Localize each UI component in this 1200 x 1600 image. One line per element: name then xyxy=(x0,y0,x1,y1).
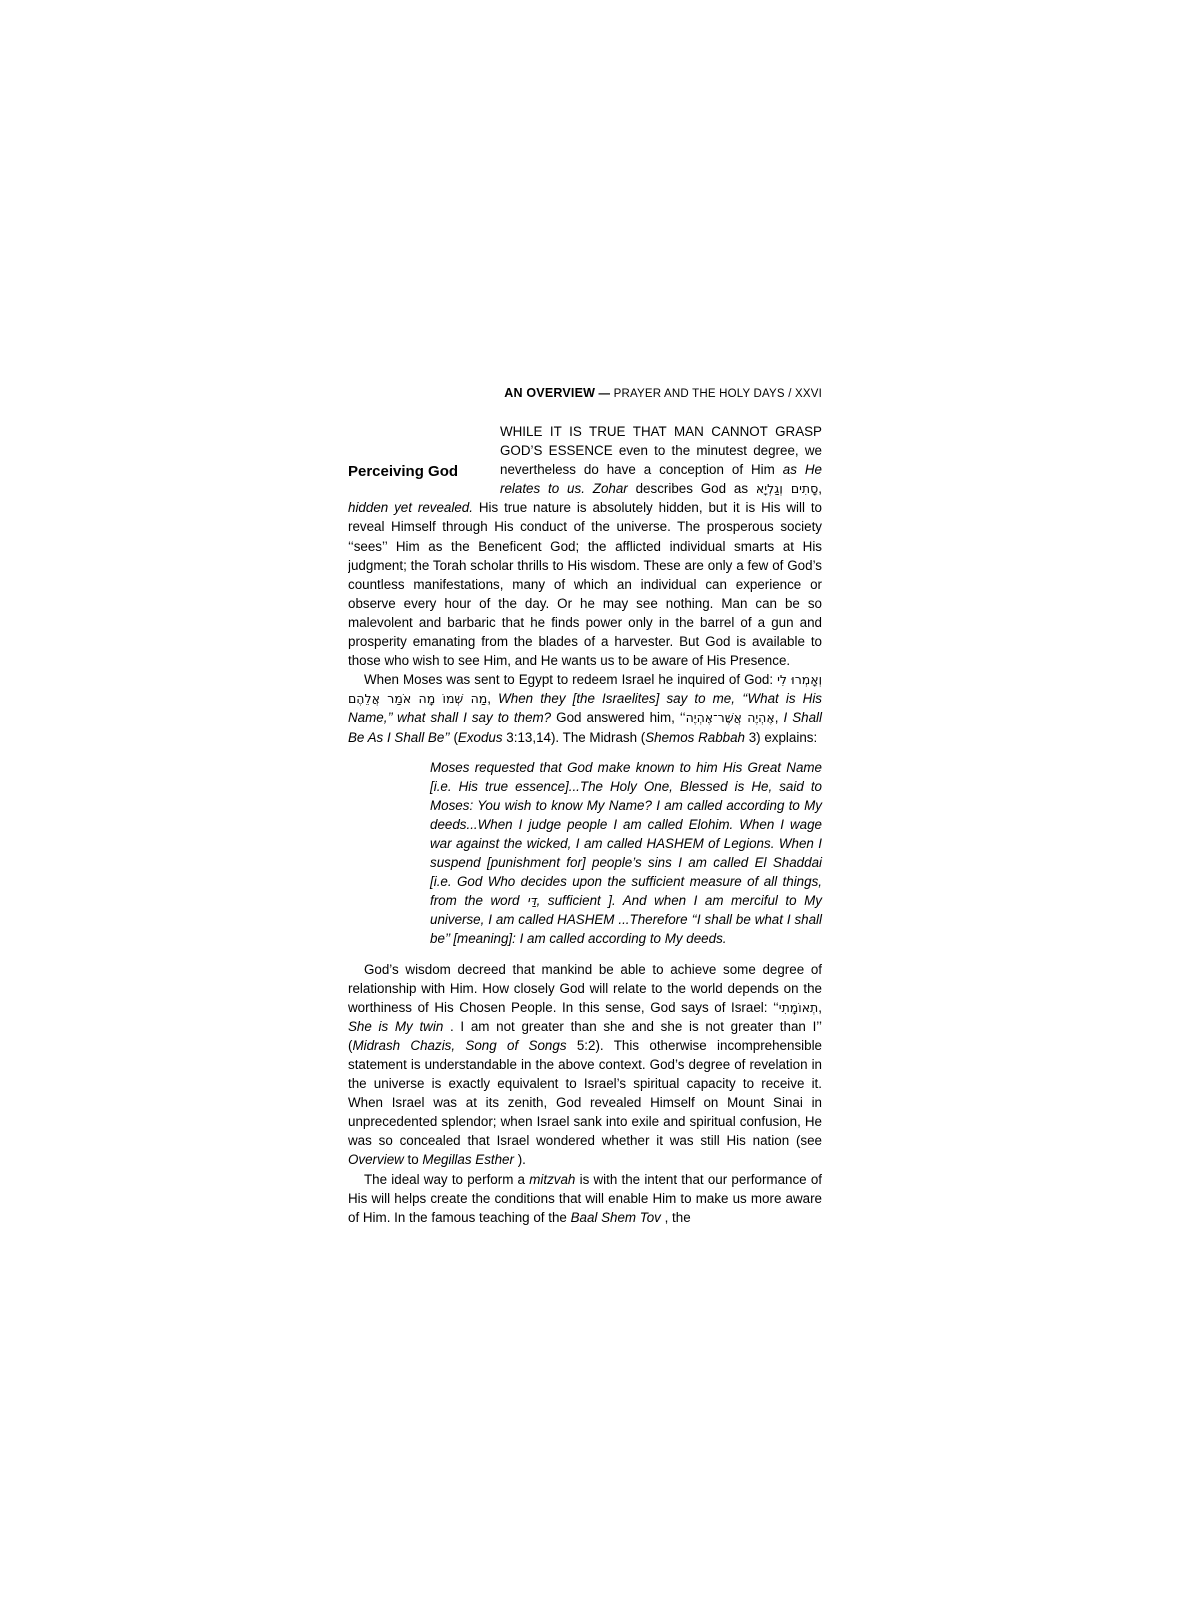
p2-d: God answered him, ‘‘ xyxy=(551,710,686,726)
p1-f: hidden yet revealed. xyxy=(348,500,473,516)
p2-g: ( xyxy=(449,729,458,745)
p4-b: mitzvah xyxy=(529,1171,576,1187)
p3-g: Overview xyxy=(348,1152,404,1168)
paragraph-gods-wisdom xyxy=(348,960,822,1170)
quote-c: , sufficient ]. And when I am merciful to My universe, I am called xyxy=(430,893,822,928)
running-head-dash: — xyxy=(595,388,614,400)
p4-e: , the xyxy=(660,1209,691,1225)
p1-c xyxy=(585,481,593,496)
p2-j: Shemos Rabbah xyxy=(645,729,745,745)
p1-e: , xyxy=(818,481,822,497)
lead-smallcaps-1: WHILE IT IS TRUE THAT MAN CANNOT GRASP xyxy=(500,424,822,439)
quote-d: ...Therefore ‘‘I shall be what I shall be’’ [meaning]: I am called according to My deeds. xyxy=(430,912,822,947)
hebrew-phrase-sasim-venigleh: סָתִים וְגַלְיָא xyxy=(755,481,819,497)
p4-d: Baal Shem Tov xyxy=(570,1209,661,1225)
hebrew-phrase-mah-shemo: וְאָמְרוּ לִי מַה שְׁמוֹ מָה אֹמַר אֲלֵהֶם xyxy=(348,672,822,707)
p4-a: The ideal way to perform a xyxy=(364,1171,530,1187)
p3-c: She is My twin xyxy=(348,1018,444,1034)
p1-a: even to the minutest degree, we nevertheless do have a conception of Him xyxy=(500,443,822,478)
p3-f: 5:2). This otherwise incomprehensible statement is understandable in the above context. God’s degree of revelation in the universe is exactly equivalent to Israel’s spiritual capacity to receive it. When Israel was at its zenith, God revealed Himself on Mount Sinai in unprecedented splendor; when Israel sank into exile and spiritual confusion, He was so concealed that Israel wondered whether it was still His nation (see xyxy=(348,1037,822,1149)
running-head-title: AN OVERVIEW xyxy=(504,386,596,400)
page-content xyxy=(348,386,822,1227)
p3-b: , xyxy=(818,999,822,1015)
p3-h: to xyxy=(403,1152,423,1168)
p4-c: is with the intent that our performance of His will helps create the conditions that will enable Him to make us more aware of Him. In the famous teaching of the xyxy=(348,1171,822,1225)
body-text xyxy=(348,422,822,1227)
p1-g: His true nature is absolutely hidden, but it is His will to reveal Himself through His conduct of the universe. The prosperous society ‘‘sees’’ Him as the Beneficent God; the afflicted individual smarts at His judgment; the Torah scholar thrills to His wisdom. These are only a few of God’s countless manifestations, many of which an individual can experience or observe every hour of the day. Or he may see nothing. Man can be so malevolent and barbaric that he finds power only in the barrel of a gun and prosperity emanating from the blades of a harvester. But God is available to those who wish to see Him, and He wants us to be aware of His Presence. xyxy=(348,500,822,669)
p2-b: , xyxy=(487,691,499,707)
hebrew-word-teomasi: תְאוֹמָתִי xyxy=(778,999,819,1015)
p2-a: When Moses was sent to Egypt to redeem Israel he inquired of God: xyxy=(364,672,778,688)
lead-smallcaps-2: GOD’S ESSENCE xyxy=(500,443,613,459)
running-head xyxy=(348,386,822,400)
quote-hashem-1: HASHEM xyxy=(646,835,704,851)
p1-b: as He relates to us. xyxy=(500,462,822,497)
paragraph-1-text xyxy=(348,422,822,670)
paragraph-perceiving-god xyxy=(348,422,822,670)
p3-d: . I am not greater than she and she is not greater than I’’ ( xyxy=(348,1018,822,1053)
p2-e: , xyxy=(774,710,784,726)
p3-a: God’s wisdom decreed that mankind be able to achieve some degree of relationship with Him. How closely God will relate to the world depends on the worthiness of His Chosen People. In this sense, God says of Israel: ‘‘ xyxy=(348,961,822,1015)
p1-zohar: Zohar xyxy=(592,481,628,497)
quote-a: Moses requested that God make known to him His Great Name [i.e. His true essence]...The Holy One, Blessed is He, said to Moses: You wish to know My Name? I am called according to My deeds...When I judge people I am called Elohim. When I wage war against the wicked, I am called xyxy=(430,759,822,851)
p2-i: 3:13,14). The Midrash ( xyxy=(502,729,646,745)
p3-i: Megillas Esther xyxy=(422,1152,514,1168)
paragraph-ideal-way-mitzvah xyxy=(348,1170,822,1227)
p2-f: I Shall Be As I Shall Be’’ xyxy=(348,710,822,745)
running-head-subtitle: PRAYER AND THE HOLY DAYS / XXVI xyxy=(613,388,822,400)
paragraph-moses-egypt xyxy=(348,670,822,746)
p1-d: describes God as xyxy=(627,481,756,497)
block-quote-midrash xyxy=(430,758,822,949)
p3-e: Midrash Chazis, Song of Songs xyxy=(352,1037,567,1053)
quote-hashem-2: HASHEM xyxy=(557,912,615,928)
hebrew-phrase-ehyeh-asher-ehyeh: אֶהְיֶה אֲשֶׁר־אֶהְיֶה xyxy=(685,710,775,726)
p2-h: Exodus xyxy=(457,729,503,745)
side-heading-perceiving-god: Perceiving God xyxy=(348,463,459,480)
p2-c: When they [the Israelites] say to me, ‘‘What is His Name,’’ what shall I say to them? xyxy=(348,691,822,726)
hebrew-word-dai: דַּי xyxy=(527,893,537,909)
p3-j: ). xyxy=(513,1152,526,1168)
p2-k: 3) explains: xyxy=(744,729,818,745)
quote-b: of Legions. When I suspend [punishment for] people’s sins I am called El Shaddai [i.e. God Who decides upon the sufficient measure of all things, from the word xyxy=(430,835,822,909)
